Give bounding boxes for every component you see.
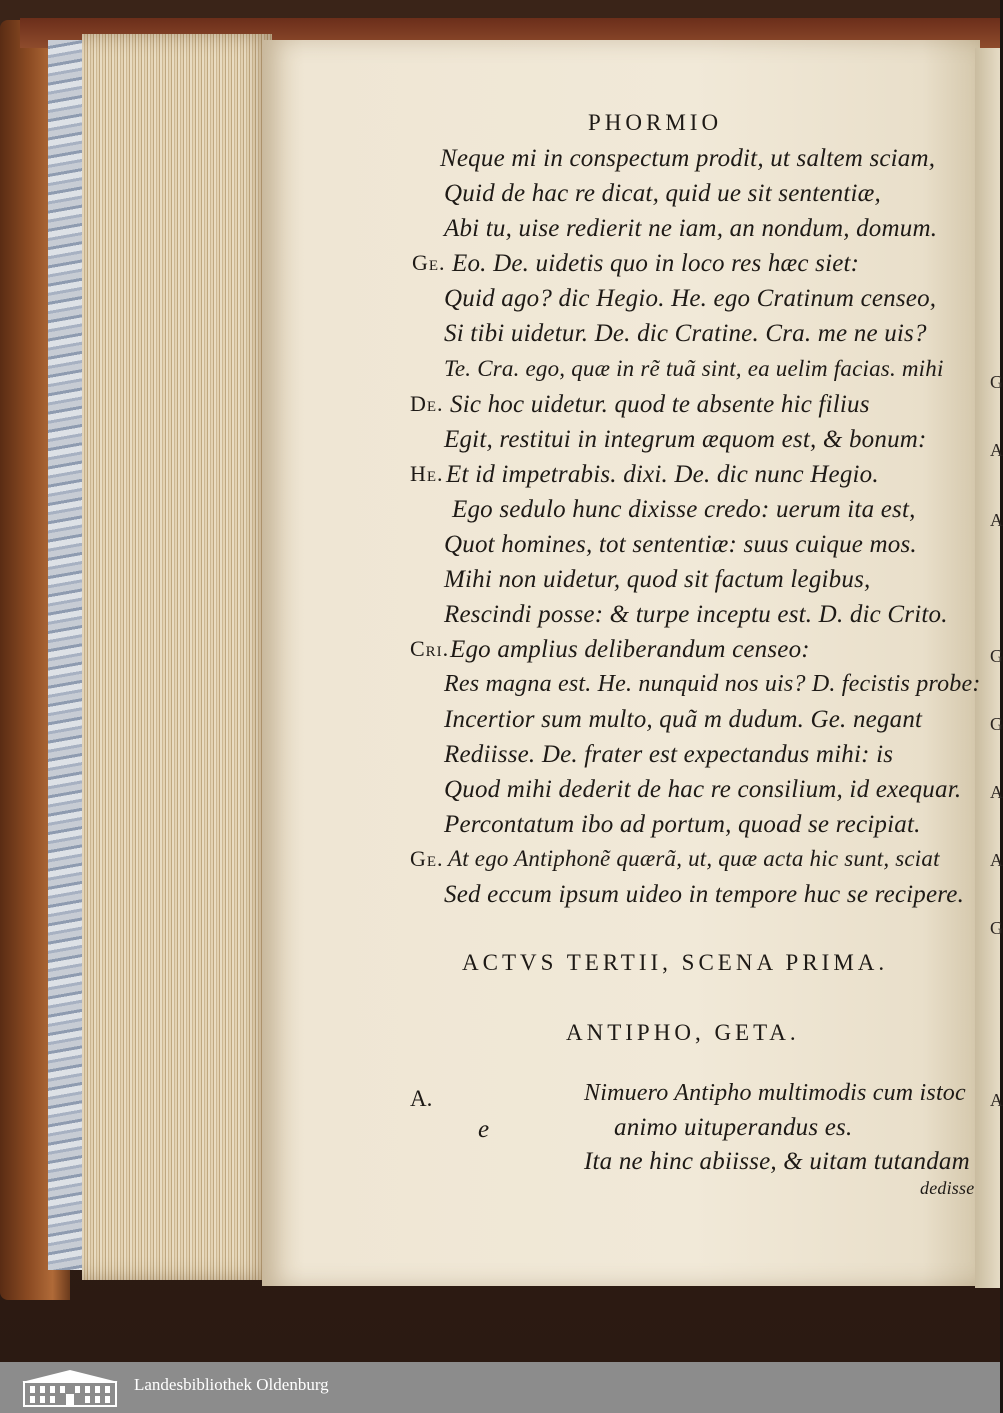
footer-bar xyxy=(0,1362,1000,1413)
scene-line: animo uituperandus es. xyxy=(614,1114,853,1141)
verse-line: Quid de hac re dicat, quid ue sit sententiæ, xyxy=(444,180,881,207)
facing-margin-letter: G xyxy=(990,714,1003,734)
verse-line: Abi tu, uise redierit ne iam, an nondum, domum. xyxy=(444,215,938,242)
verse-line: Rescindi posse: & turpe inceptu est. D. dic Crito. xyxy=(444,601,948,628)
act-heading: ACTVS TERTII, SCENA PRIMA. xyxy=(462,950,889,975)
facing-margin-letter: G xyxy=(990,646,1003,666)
verse-line: Ego sedulo hunc dixisse credo: uerum ita est, xyxy=(452,496,916,523)
scene-characters: ANTIPHO, GETA. xyxy=(566,1020,800,1045)
facing-margin-letter: G xyxy=(990,918,1003,938)
facing-margin-letter: A xyxy=(990,510,1003,530)
verse-line: Ego amplius deliberandum censeo: xyxy=(450,636,810,663)
scene-line: Ita ne hinc abiisse, & uitam tutandam xyxy=(584,1148,970,1175)
speaker-label: Cri. xyxy=(410,636,450,661)
running-title: PHORMIO xyxy=(588,110,723,135)
facing-margin-letter: A xyxy=(990,1090,1003,1110)
verse-line: Percontatum ibo ad portum, quoad se recipiat. xyxy=(444,811,921,838)
catchword: dedisse xyxy=(920,1178,975,1198)
verse-line: Quot homines, tot sententiæ: suus cuique mos. xyxy=(444,531,917,558)
facing-margin-letter: A xyxy=(990,782,1003,802)
verse-line: Res magna est. He. nunquid nos uis? D. fecistis probe: xyxy=(444,671,981,697)
speaker-label: Ge. xyxy=(412,250,446,275)
verse-line: Sic hoc uidetur. quod te absente hic filius xyxy=(450,391,870,418)
speaker-label: He. xyxy=(410,461,444,486)
verse-line: Quid ago? dic Hegio. He. ego Cratinum censeo, xyxy=(444,285,937,312)
verse-line: Si tibi uidetur. De. dic Cratine. Cra. me ne uis? xyxy=(444,320,927,347)
verse-line: Rediisse. De. frater est expectandus mihi: is xyxy=(444,741,894,768)
verse-line: At ego Antiphonẽ quærã, ut, quæ acta hic sunt, sciat xyxy=(448,846,940,871)
facing-margin-letter: G xyxy=(990,372,1003,392)
verse-line: Mihi non uidetur, quod sit factum legibus, xyxy=(444,566,871,593)
page-edges xyxy=(82,34,272,1280)
scene-speaker-label: A. xyxy=(410,1086,433,1111)
verse-line: Quod mihi dederit de hac re consilium, id exequar. xyxy=(444,776,962,803)
verse-line: Eo. De. uidetis quo in loco res hæc siet: xyxy=(452,250,860,277)
library-name: Landesbibliothek Oldenburg xyxy=(134,1375,329,1394)
verse-line: Egit, restitui in integrum æquom est, & bonum: xyxy=(444,426,927,453)
verse-line: Et id impetrabis. dixi. De. dic nunc Hegio. xyxy=(446,461,879,488)
scene-marker: e xyxy=(478,1116,490,1143)
verse-line: Neque mi in conspectum prodit, ut saltem sciam, xyxy=(440,145,936,172)
verse-line: Sed eccum ipsum uideo in tempore huc se recipere. xyxy=(444,881,965,908)
facing-margin-letter: A xyxy=(990,850,1003,870)
facing-margin-letter: A xyxy=(990,440,1003,460)
library-building-logo xyxy=(20,1368,120,1408)
speaker-label: Ge. xyxy=(410,846,444,871)
scene-line: Nimuero Antipho multimodis cum istoc xyxy=(584,1080,966,1106)
verse-line: Te. Cra. ego, quæ in rẽ tuã sint, ea uelim facias. mihi xyxy=(444,356,944,381)
verse-line: Incertior sum multo, quã m dudum. Ge. negant xyxy=(444,706,923,733)
speaker-label: De. xyxy=(410,391,444,416)
